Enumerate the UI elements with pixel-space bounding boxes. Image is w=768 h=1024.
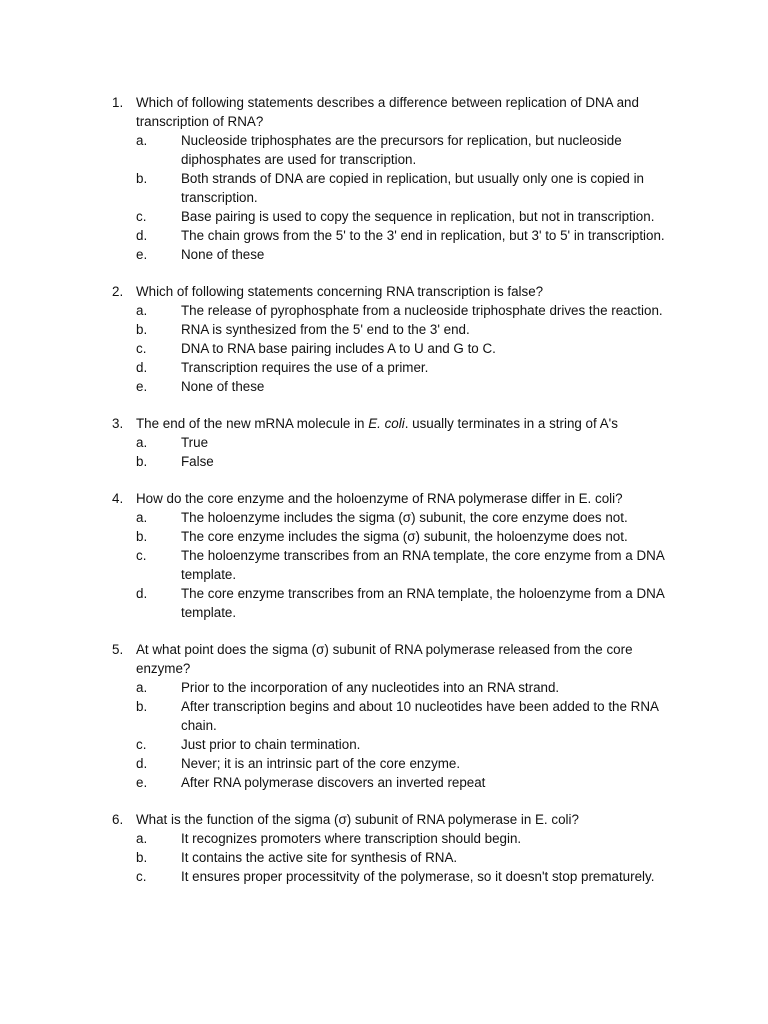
- question-6: [112, 810, 682, 886]
- question-4: [112, 489, 682, 622]
- option-text: None of these: [181, 379, 265, 394]
- question-text: How do the core enzyme and the holoenzyme of RNA polymerase differ in E. coli?: [136, 491, 623, 506]
- option-letter: b.: [136, 171, 148, 186]
- option-6b: [112, 848, 682, 867]
- option-text: The core enzyme includes the sigma (σ) subunit, the holoenzyme does not.: [181, 529, 628, 544]
- option-text: It ensures proper processitvity of the polymerase, so it doesn't stop prematurely.: [181, 869, 655, 884]
- option-letter: e.: [136, 775, 148, 790]
- option-letter: b.: [136, 699, 148, 714]
- option-2c: [112, 339, 682, 358]
- question-number: 1.: [112, 95, 124, 110]
- option-text: Prior to the incorporation of any nucleotides into an RNA strand.: [181, 680, 560, 695]
- option-text: It recognizes promoters where transcription should begin.: [181, 831, 522, 846]
- option-4b: [112, 527, 682, 546]
- option-letter: c.: [136, 869, 147, 884]
- question-text-italic: E. coli: [368, 416, 405, 431]
- option-text: The holoenzyme transcribes from an RNA template, the core enzyme from a DNA template.: [181, 548, 665, 582]
- option-2b: [112, 320, 682, 339]
- question-3: [112, 414, 682, 471]
- option-5d: [112, 754, 682, 773]
- question-text: Which of following statements concerning RNA transcription is false?: [136, 284, 544, 299]
- option-letter: a.: [136, 831, 148, 846]
- option-text: After RNA polymerase discovers an inverted repeat: [181, 775, 486, 790]
- option-letter: e.: [136, 247, 148, 262]
- option-text: After transcription begins and about 10 nucleotides have been added to the RNA chain.: [181, 699, 659, 733]
- option-letter: d.: [136, 756, 148, 771]
- question-number: 4.: [112, 491, 124, 506]
- option-letter: b.: [136, 850, 148, 865]
- question-text: What is the function of the sigma (σ) subunit of RNA polymerase in E. coli?: [136, 812, 579, 827]
- question-1: [112, 93, 682, 264]
- option-5c: [112, 735, 682, 754]
- question-2: [112, 282, 682, 396]
- option-4c: [112, 546, 682, 584]
- option-letter: c.: [136, 341, 147, 356]
- option-letter: b.: [136, 529, 148, 544]
- option-5e: [112, 773, 682, 792]
- option-text: The release of pyrophosphate from a nucleoside triphosphate drives the reaction.: [181, 303, 663, 318]
- option-1b: [112, 169, 682, 207]
- option-5b: [112, 697, 682, 735]
- option-text: Never; it is an intrinsic part of the core enzyme.: [181, 756, 461, 771]
- question-number: 3.: [112, 416, 124, 431]
- option-2e: [112, 377, 682, 396]
- option-letter: e.: [136, 379, 148, 394]
- option-text: DNA to RNA base pairing includes A to U and G to C.: [181, 341, 496, 356]
- option-3b: [112, 452, 682, 471]
- option-text: Both strands of DNA are copied in replication, but usually only one is copied in transcription.: [181, 171, 644, 205]
- option-2d: [112, 358, 682, 377]
- option-letter: c.: [136, 737, 147, 752]
- option-text: Just prior to chain termination.: [181, 737, 361, 752]
- question-list: [112, 93, 682, 904]
- option-3a: [112, 433, 682, 452]
- option-letter: b.: [136, 322, 148, 337]
- option-1d: [112, 226, 682, 245]
- question-number: 2.: [112, 284, 124, 299]
- option-letter: a.: [136, 303, 148, 318]
- option-letter: a.: [136, 133, 148, 148]
- option-text: Transcription requires the use of a primer.: [181, 360, 429, 375]
- option-text: Base pairing is used to copy the sequence in replication, but not in transcription.: [181, 209, 655, 224]
- question-text-part: The end of the new mRNA molecule in: [136, 416, 369, 431]
- option-letter: b.: [136, 454, 148, 469]
- question-text: At what point does the sigma (σ) subunit of RNA polymerase released from the core enzyme?: [136, 642, 633, 676]
- option-1a: [112, 131, 682, 169]
- question-text: Which of following statements describes a difference between replication of DNA and transcription of RNA?: [136, 95, 639, 129]
- question-number: 5.: [112, 642, 124, 657]
- option-letter: d.: [136, 228, 148, 243]
- option-text: It contains the active site for synthesis of RNA.: [181, 850, 458, 865]
- option-letter: a.: [136, 435, 148, 450]
- option-letter: a.: [136, 680, 148, 695]
- question-5: [112, 640, 682, 792]
- option-letter: d.: [136, 586, 148, 601]
- option-text: False: [181, 454, 214, 469]
- option-text: The core enzyme transcribes from an RNA template, the holoenzyme from a DNA template.: [181, 586, 665, 620]
- option-4d: [112, 584, 682, 622]
- question-text-part: . usually terminates in a string of A's: [404, 416, 618, 431]
- option-4a: [112, 508, 682, 527]
- option-text: The chain grows from the 5' to the 3' end in replication, but 3' to 5' in transcription.: [181, 228, 665, 243]
- option-6c: [112, 867, 682, 886]
- option-letter: c.: [136, 548, 147, 563]
- option-letter: c.: [136, 209, 147, 224]
- option-1c: [112, 207, 682, 226]
- option-text: None of these: [181, 247, 265, 262]
- question-text: [136, 414, 682, 433]
- option-text: The holoenzyme includes the sigma (σ) subunit, the core enzyme does not.: [181, 510, 628, 525]
- option-text: Nucleoside triphosphates are the precursors for replication, but nucleoside diphosphates are used for transcription.: [181, 133, 622, 167]
- question-number: 6.: [112, 812, 124, 827]
- option-text: RNA is synthesized from the 5' end to the 3' end.: [181, 322, 470, 337]
- option-letter: a.: [136, 510, 148, 525]
- option-text: True: [181, 435, 209, 450]
- option-2a: [112, 301, 682, 320]
- option-1e: [112, 245, 682, 264]
- option-letter: d.: [136, 360, 148, 375]
- option-6a: [112, 829, 682, 848]
- option-5a: [112, 678, 682, 697]
